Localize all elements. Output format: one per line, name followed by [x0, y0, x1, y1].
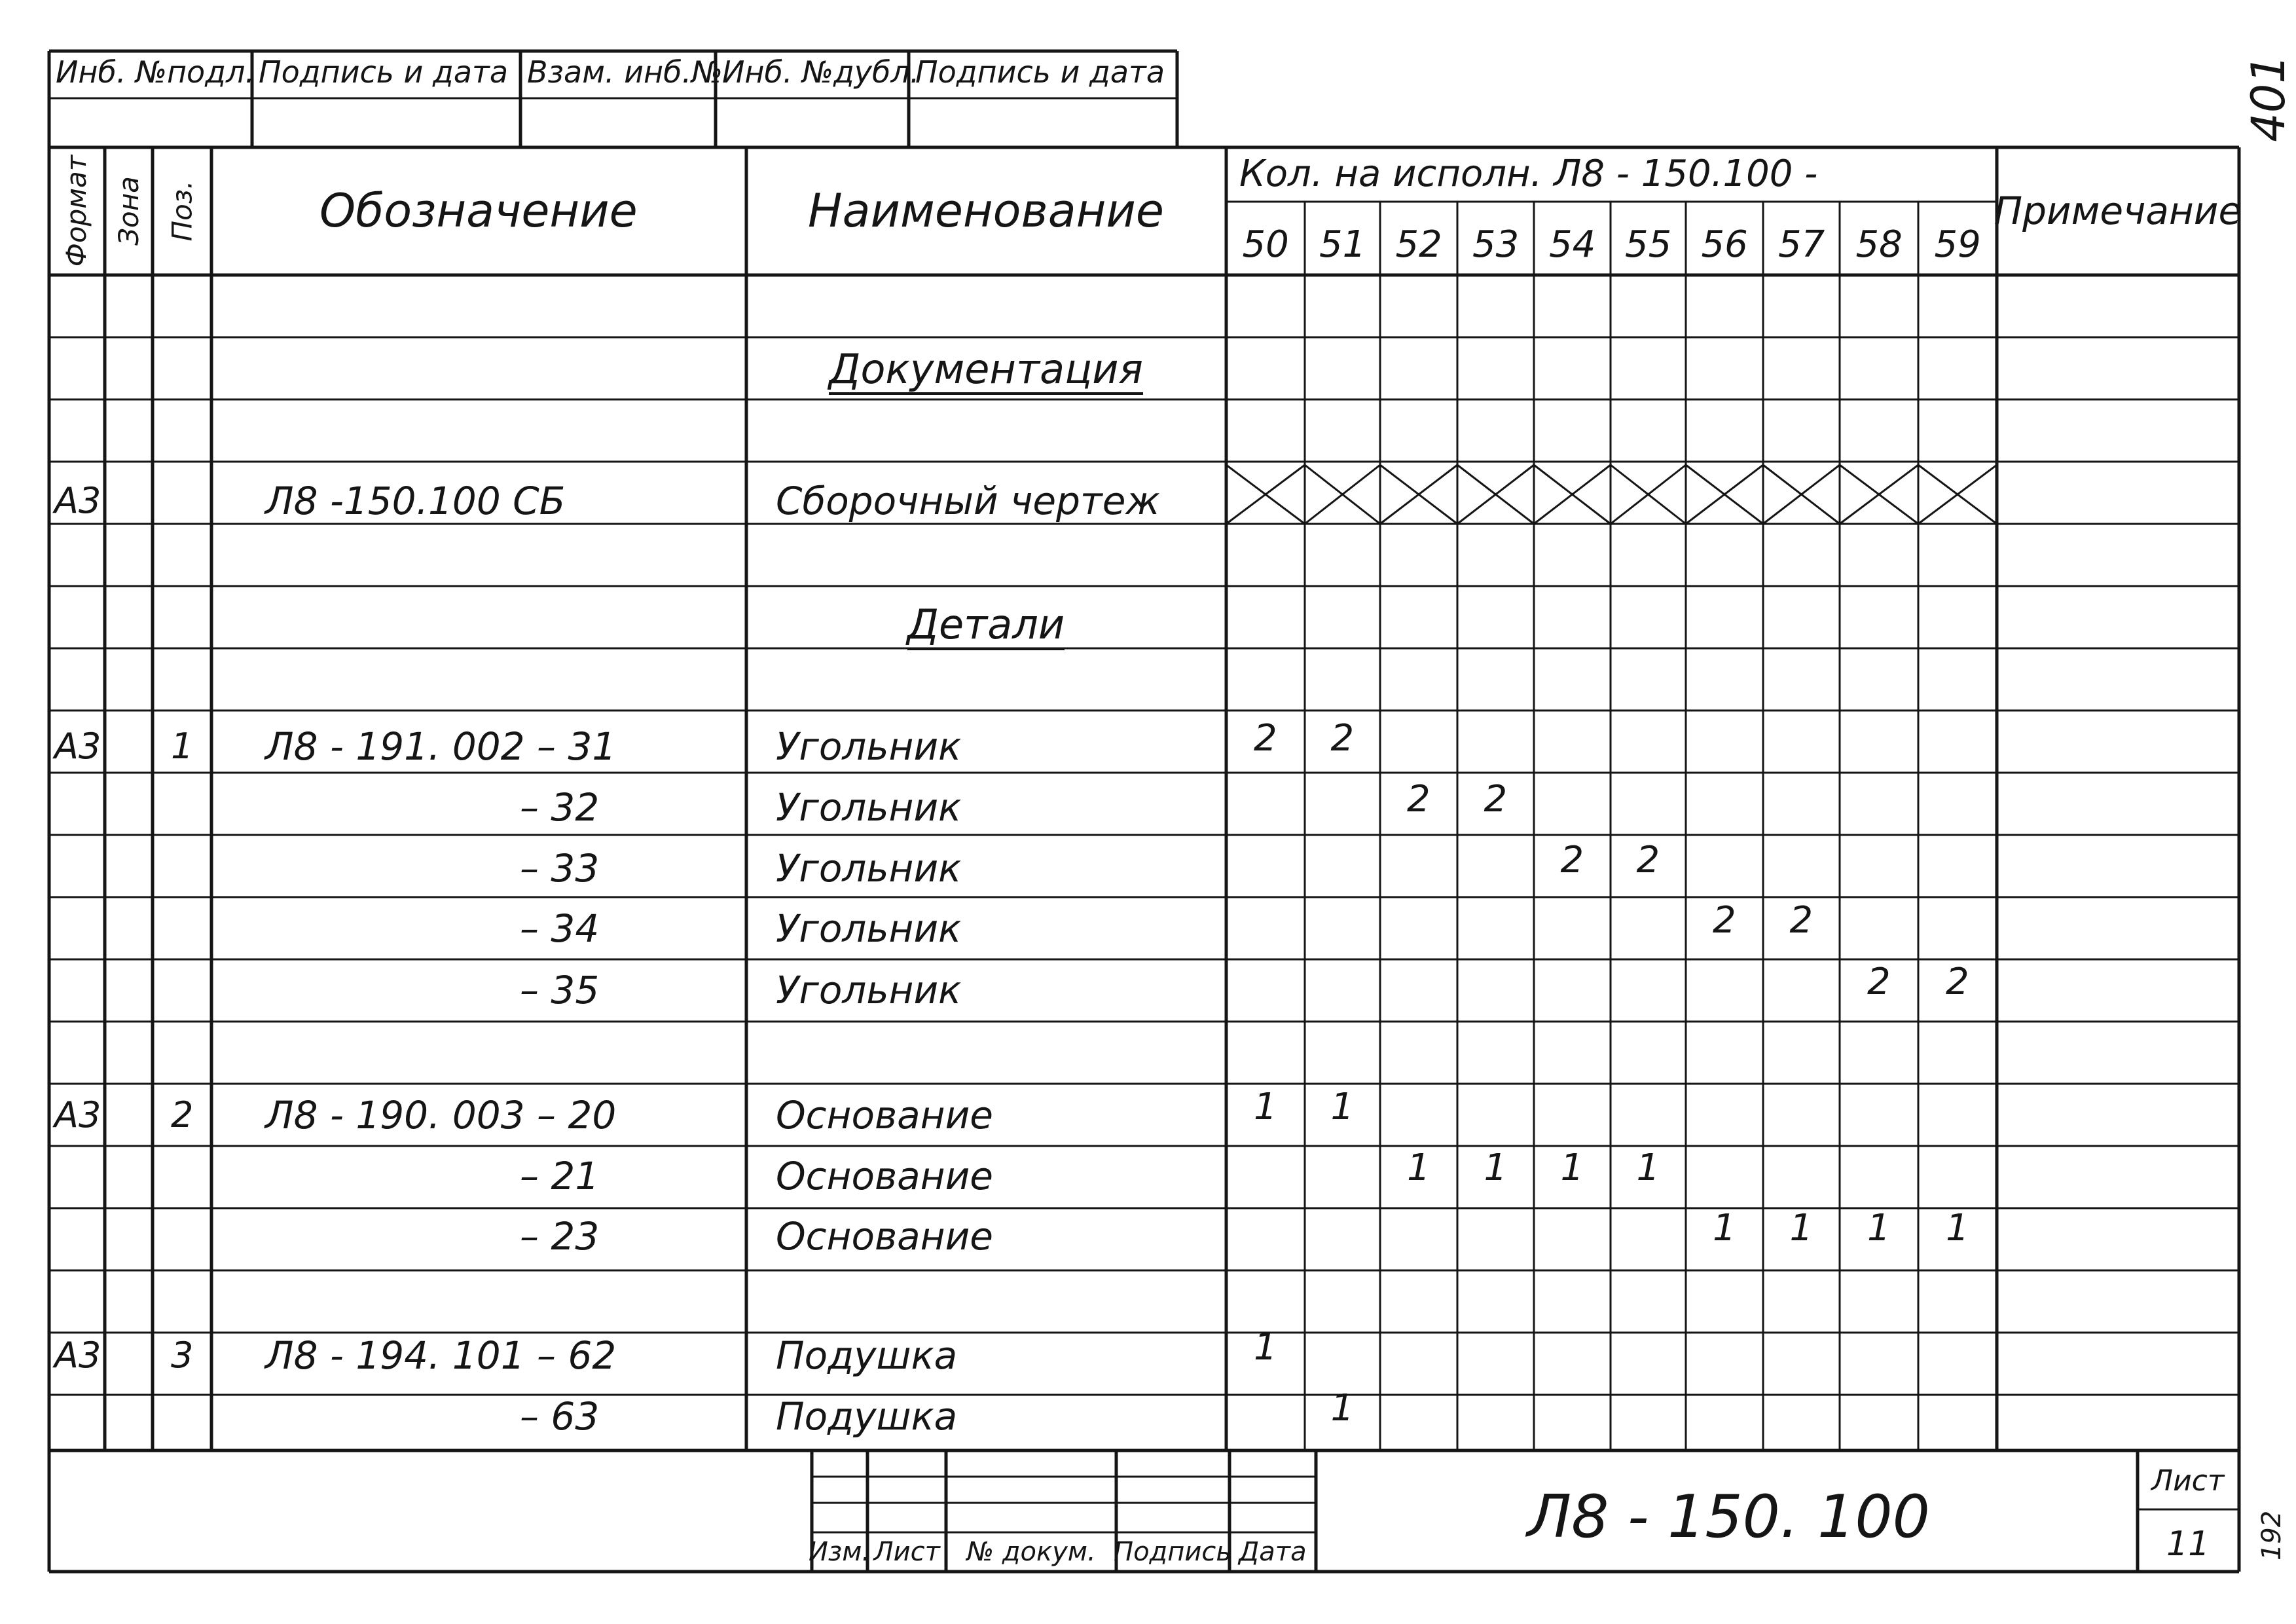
doc-number: Л8 - 150. 100	[1527, 1483, 1930, 1551]
section-details: Детали	[907, 604, 1065, 650]
header-name: Наименование	[808, 184, 1164, 238]
row-position: 1	[171, 726, 194, 767]
row-qty: 1	[1254, 1326, 1277, 1369]
row-designation: – 33	[520, 846, 600, 891]
stamp-cell-label: Подпись и дата	[259, 54, 509, 90]
row-name: Подушка	[776, 1394, 958, 1439]
row-qty: 1	[1330, 1387, 1355, 1430]
row-format: А3	[54, 1335, 101, 1376]
title-label: № докум.	[966, 1537, 1096, 1567]
row-name: Угольник	[776, 906, 962, 951]
row-qty: 1	[1636, 1147, 1660, 1189]
title-label: Подпись	[1114, 1537, 1231, 1567]
row-qty: 2	[1407, 778, 1430, 821]
row-name: Сборочный чертеж	[776, 479, 1160, 523]
row-qty: 1	[1867, 1207, 1891, 1249]
section-documentation: Документация	[829, 349, 1143, 395]
row-qty: 2	[1560, 839, 1584, 881]
title-label: Изм.	[809, 1537, 871, 1567]
row-qty: 1	[1789, 1207, 1813, 1249]
row-qty: 2	[1484, 778, 1508, 821]
row-designation: – 23	[520, 1214, 600, 1259]
row-qty: 1	[1484, 1147, 1508, 1189]
row-designation: – 21	[520, 1154, 600, 1198]
header-variant: 55	[1625, 223, 1672, 266]
header-qty-title: Кол. на исполн. Л8 - 150.100 -	[1239, 153, 1818, 195]
row-qty: 1	[1560, 1147, 1584, 1189]
margin-mark-bottom: 192	[2257, 1510, 2287, 1561]
row-qty: 2	[1254, 717, 1277, 760]
header-zone: Зона	[112, 176, 145, 246]
header-variant: 51	[1319, 223, 1366, 266]
row-format: А3	[54, 726, 101, 767]
row-qty: 2	[1636, 839, 1660, 881]
stamp-cell-label: Инб. №подл.	[56, 54, 255, 90]
row-qty: 1	[1254, 1086, 1277, 1128]
row-qty: 2	[1789, 899, 1813, 942]
header-pos: Поз.	[165, 180, 198, 242]
row-format: А3	[54, 480, 101, 521]
header-variant: 57	[1778, 223, 1825, 266]
row-format: А3	[54, 1094, 101, 1135]
row-name: Угольник	[776, 785, 962, 830]
header-designation: Обозначение	[319, 184, 638, 238]
row-position: 3	[171, 1335, 194, 1376]
row-qty: 2	[1330, 717, 1355, 760]
header-variant: 52	[1395, 223, 1442, 266]
row-qty: 2	[1867, 961, 1891, 1003]
header-variant: 56	[1701, 223, 1748, 266]
row-name: Основание	[776, 1214, 993, 1259]
row-designation: Л8 -150.100 СБ	[265, 479, 566, 523]
header-variant: 53	[1472, 223, 1520, 266]
row-designation: Л8 - 194. 101 – 62	[265, 1333, 617, 1378]
row-name: Основание	[776, 1154, 993, 1198]
margin-mark-top: 401	[2241, 54, 2295, 142]
header-note: Примечание	[1994, 189, 2242, 233]
row-designation: – 63	[520, 1394, 600, 1439]
sheet-number: 11	[2166, 1524, 2210, 1564]
header-variant: 59	[1934, 223, 1981, 266]
row-qty: 1	[1713, 1207, 1736, 1249]
row-name: Подушка	[776, 1333, 958, 1378]
stamp-cell-label: Инб. №дубл.	[722, 54, 920, 90]
row-qty: 1	[1330, 1086, 1355, 1128]
header-variant: 58	[1855, 223, 1903, 266]
stamp-cell-label: Взам. инб.№	[527, 54, 723, 90]
row-qty: 2	[1946, 961, 1969, 1003]
row-qty: 2	[1713, 899, 1736, 942]
title-label: Лист	[873, 1537, 940, 1567]
row-qty: 1	[1407, 1147, 1430, 1189]
row-designation: – 32	[520, 785, 600, 830]
row-designation: Л8 - 191. 002 – 31	[265, 724, 617, 769]
header-format: Формат	[60, 155, 93, 267]
row-name: Угольник	[776, 724, 962, 769]
row-qty: 1	[1946, 1207, 1969, 1249]
row-designation: – 35	[520, 968, 600, 1012]
header-variant: 54	[1549, 223, 1596, 266]
row-name: Угольник	[776, 968, 962, 1012]
title-label: Дата	[1239, 1537, 1307, 1567]
row-name: Основание	[776, 1093, 993, 1137]
row-designation: Л8 - 190. 003 – 20	[265, 1093, 617, 1137]
header-variant: 50	[1242, 223, 1289, 266]
sheet-label: Лист	[2151, 1464, 2225, 1498]
row-name: Угольник	[776, 846, 962, 891]
row-position: 2	[171, 1094, 194, 1135]
stamp-cell-label: Подпись и дата	[915, 54, 1165, 90]
row-designation: – 34	[520, 906, 600, 951]
